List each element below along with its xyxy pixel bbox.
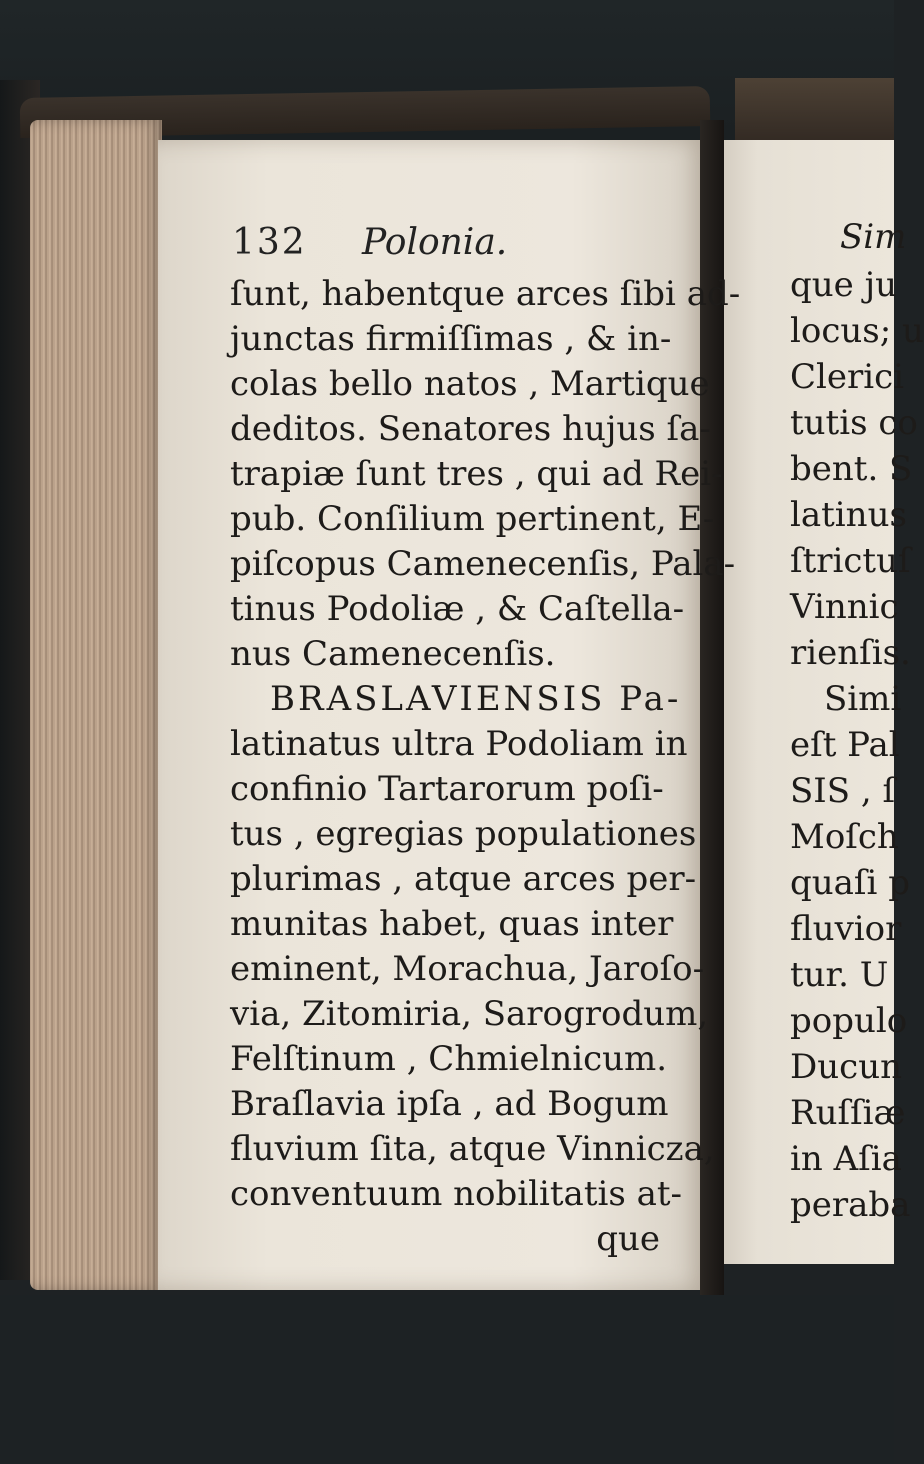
running-head: Polonia. — [362, 222, 508, 263]
text-line: munitas habet, quas inter — [230, 904, 674, 944]
background-bottom — [0, 1295, 894, 1464]
text-line: via, Zitomiria, Sarogrodum, — [230, 994, 709, 1034]
text-line: fluvium ſita, atque Vinnicza, — [230, 1129, 715, 1169]
text-line: Vinnic — [790, 587, 899, 627]
text-line: in Aſia — [790, 1139, 902, 1179]
text-line: Ducun — [790, 1047, 902, 1087]
text-line: trapiæ ſunt tres , qui ad Rei- — [230, 454, 723, 494]
text-line: que ju — [790, 265, 898, 305]
text-line: ſunt, habentque arces ſibi ad- — [230, 274, 741, 314]
text-line: tinus Podoliæ , & Caſtella- — [230, 589, 685, 629]
text-line: nus Camenecenſis. — [230, 634, 556, 674]
text-line: bent. S — [790, 449, 913, 489]
text-line: latinatus ultra Podoliam in — [230, 724, 688, 764]
catchword: que — [596, 1219, 660, 1259]
text-line: tus , egregias populationes — [230, 814, 697, 854]
paragraph-start-line: BRASLAVIENSIS Pa- — [270, 679, 682, 719]
paragraph-start-line: Simi — [824, 679, 902, 719]
text-line: quaſi p — [790, 863, 910, 903]
text-line: peraba — [790, 1185, 911, 1225]
text-line: rienſis. — [790, 633, 911, 673]
text-line: latinus — [790, 495, 907, 535]
text-line: Felſtinum , Chmielnicum. — [230, 1039, 668, 1079]
text-line: piſcopus Camenecenſis, Pala- — [230, 544, 736, 584]
text-line: tur. U — [790, 955, 889, 995]
text-line: ſtrictuſ — [790, 541, 911, 581]
text-line: plurimas , atque arces per- — [230, 859, 697, 899]
left-page-header — [232, 222, 652, 272]
text-line: populo — [790, 1001, 908, 1041]
text-line: pub. Conſilium pertinent, E- — [230, 499, 715, 539]
left-page-text — [230, 272, 741, 1262]
text-line: conventuum nobilitatis at- — [230, 1174, 683, 1214]
text-line: eſt Pal — [790, 725, 900, 765]
right-running-head: Sim — [840, 217, 907, 257]
text-line: fluvior — [790, 909, 902, 949]
text-line: Clerici — [790, 357, 905, 397]
text-line: locus; u — [790, 311, 924, 351]
right-page-text — [790, 212, 924, 1228]
text-line: Moſch — [790, 817, 899, 857]
page-number: 132 — [232, 222, 307, 263]
text-line: tutis co — [790, 403, 918, 443]
text-line: Ruſſiæ — [790, 1093, 906, 1133]
text-line: eminent, Morachua, Jaroſo- — [230, 949, 705, 989]
text-line: Braſlavia ipſa , ad Bogum — [230, 1084, 669, 1124]
text-line: colas bello natos , Martique — [230, 364, 710, 404]
text-line: junctas firmiſſimas , & in- — [230, 319, 672, 359]
text-line: deditos. Senatores hujus ſa- — [230, 409, 711, 449]
text-line: SIS , ſ — [790, 771, 896, 811]
page-edges — [30, 120, 162, 1290]
text-line: confinio Tartarorum poſi- — [230, 769, 664, 809]
